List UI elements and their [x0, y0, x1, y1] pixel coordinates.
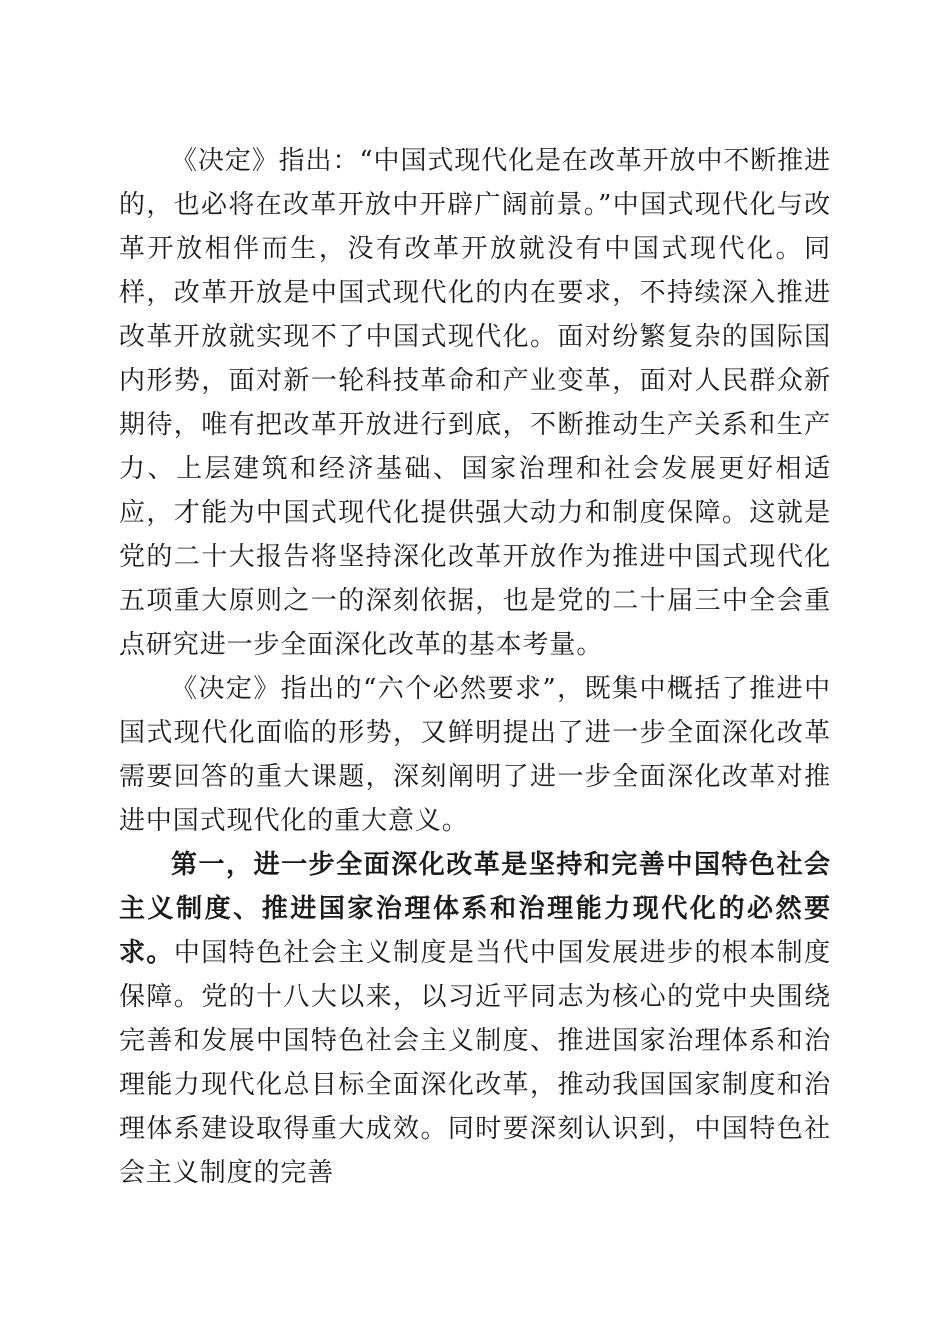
paragraph-2: [119, 667, 831, 843]
paragraph-3: [119, 843, 831, 1195]
document-body: [119, 139, 831, 1195]
paragraph-3-heading: 第一，进一步全面深化改革是坚持和完善中国特色社会主义制度、推进国家治理体系和治理能力现代化的必然要求。: [119, 850, 831, 968]
paragraph-2-text: 《决定》指出的“六个必然要求”，既集中概括了推进中国式现代化面临的形势，又鲜明提出了进一步全面深化改革需要回答的重大课题，深刻阐明了进一步全面深化改革对推进中国式现代化的重大意义。: [119, 674, 831, 836]
paragraph-3-text: 中国特色社会主义制度是当代中国发展进步的根本制度保障。党的十八大以来，以习近平同志为核心的党中央围绕完善和发展中国特色社会主义制度、推进国家治理体系和治理能力现代化总目标全面深化改革，推动我国国家制度和治理体系建设取得重大成效。同时要深刻认识到，中国特色社会主义制度的完善: [119, 938, 831, 1188]
paragraph-1: [119, 139, 831, 667]
paragraph-1-text: 《决定》指出：“中国式现代化是在改革开放中不断推进的，也必将在改革开放中开辟广阔前景。”中国式现代化与改革开放相伴而生，没有改革开放就没有中国式现代化。同样，改革开放是中国式现代化的内在要求，不持续深入推进改革开放就实现不了中国式现代化。面对纷繁复杂的国际国内形势，面对新一轮科技革命和产业变革，面对人民群众新期待，唯有把改革开放进行到底，不断推动生产关系和生产力、上层建筑和经济基础、国家治理和社会发展更好相适应，才能为中国式现代化提供强大动力和制度保障。这就是党的二十大报告将坚持深化改革开放作为推进中国式现代化五项重大原则之一的深刻依据，也是党的二十届三中全会重点研究进一步全面深化改革的基本考量。: [119, 146, 831, 660]
